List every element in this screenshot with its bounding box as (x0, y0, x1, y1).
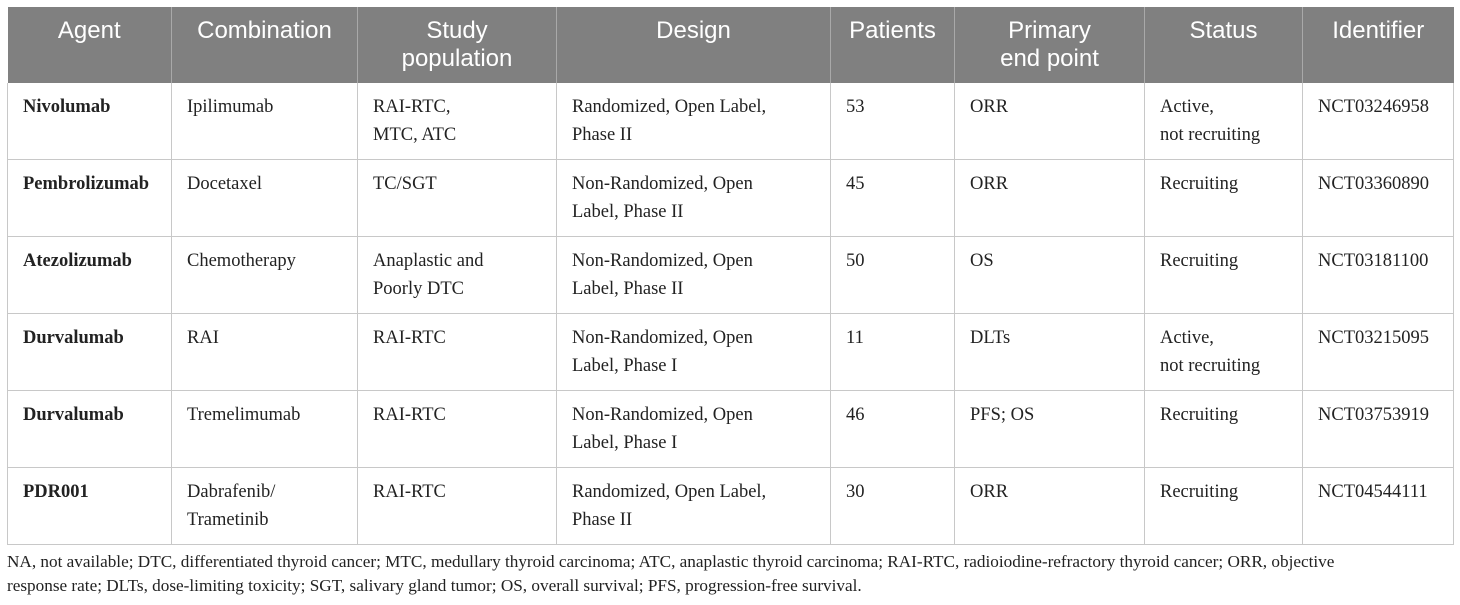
cell-identifier (1303, 314, 1454, 391)
table-row (8, 314, 1454, 391)
cell-agent-text: Durvalumab (23, 405, 124, 425)
cell-primary-end-point (955, 83, 1145, 160)
header-agent: Agent (8, 7, 172, 83)
table-row (8, 83, 1454, 160)
table-row (8, 468, 1454, 545)
cell-study-population (358, 237, 557, 314)
cell-identifier-text: NCT03360890 (1318, 174, 1429, 194)
cell-identifier (1303, 237, 1454, 314)
cell-agent-text: PDR001 (23, 482, 89, 502)
footnote-line: NA, not available; DTC, differentiated thyroid cancer; MTC, medullary thyroid carcinoma; ATC, anaplastic thyroid carcinoma; RAI-RTC, radioiodine-refractory thyroid cancer; ORR, objective (7, 552, 1335, 571)
cell-combination-text: Trametinib (187, 510, 269, 530)
cell-primary-end-point (955, 237, 1145, 314)
cell-design-text: Non-Randomized, Open (572, 405, 753, 425)
cell-combination (172, 314, 358, 391)
cell-design-text: Label, Phase I (572, 433, 678, 453)
cell-patients (831, 160, 955, 237)
cell-status (1145, 160, 1303, 237)
cell-design-text: Non-Randomized, Open (572, 251, 753, 271)
cell-patients (831, 391, 955, 468)
table-header-row (8, 7, 1454, 83)
cell-combination (172, 391, 358, 468)
cell-identifier-text: NCT03215095 (1318, 328, 1429, 348)
cell-design-text: Randomized, Open Label, (572, 97, 767, 117)
cell-study-population-text: RAI-RTC (373, 482, 446, 502)
cell-study-population (358, 160, 557, 237)
cell-design (557, 391, 831, 468)
cell-status-text: not recruiting (1160, 356, 1261, 376)
cell-status (1145, 468, 1303, 545)
cell-status (1145, 314, 1303, 391)
cell-patients (831, 468, 955, 545)
cell-agent (8, 391, 172, 468)
cell-patients (831, 314, 955, 391)
cell-identifier (1303, 468, 1454, 545)
cell-design-text: Non-Randomized, Open (572, 328, 753, 348)
cell-combination (172, 160, 358, 237)
cell-primary-end-point-text: PFS; OS (970, 405, 1035, 425)
cell-combination (172, 468, 358, 545)
cell-primary-end-point-text: ORR (970, 97, 1009, 117)
cell-identifier-text: NCT04544111 (1318, 482, 1428, 502)
cell-study-population-text: MTC, ATC (373, 125, 457, 145)
cell-patients-text: 30 (846, 482, 865, 502)
cell-agent-text: Durvalumab (23, 328, 124, 348)
cell-study-population-text: RAI-RTC (373, 328, 446, 348)
header-patients: Patients (831, 7, 955, 83)
cell-identifier (1303, 160, 1454, 237)
table-container (7, 7, 1453, 545)
cell-identifier (1303, 83, 1454, 160)
cell-agent (8, 160, 172, 237)
cell-agent-text: Pembrolizumab (23, 174, 150, 194)
table-row (8, 160, 1454, 237)
cell-status-text: Active, (1160, 328, 1214, 348)
cell-study-population-text: RAI-RTC, (373, 97, 451, 117)
cell-primary-end-point (955, 468, 1145, 545)
cell-study-population-text: RAI-RTC (373, 405, 446, 425)
cell-study-population (358, 83, 557, 160)
cell-identifier-text: NCT03246958 (1318, 97, 1429, 117)
cell-primary-end-point (955, 391, 1145, 468)
cell-combination-text: Ipilimumab (187, 97, 274, 117)
cell-agent (8, 468, 172, 545)
cell-status-text: Recruiting (1160, 405, 1239, 425)
cell-study-population-text: Poorly DTC (373, 279, 464, 299)
cell-design (557, 237, 831, 314)
cell-patients (831, 83, 955, 160)
cell-patients-text: 46 (846, 405, 865, 425)
header-combination: Combination (172, 7, 358, 83)
cell-combination-text: Dabrafenib/ (187, 482, 276, 502)
cell-primary-end-point-text: OS (970, 251, 994, 271)
header-study-population: Study population (358, 7, 557, 83)
cell-patients-text: 11 (846, 328, 864, 348)
cell-agent (8, 83, 172, 160)
cell-design-text: Randomized, Open Label, (572, 482, 767, 502)
cell-study-population-text: Anaplastic and (373, 251, 484, 271)
cell-status-text: Recruiting (1160, 251, 1239, 271)
cell-patients (831, 237, 955, 314)
cell-agent (8, 237, 172, 314)
table-row (8, 391, 1454, 468)
cell-study-population (358, 468, 557, 545)
footnote-line: response rate; DLTs, dose-limiting toxicity; SGT, salivary gland tumor; OS, overall survival; PFS, progression-free survival. (7, 576, 862, 595)
clinical-trials-table (7, 7, 1454, 545)
cell-status-text: Recruiting (1160, 482, 1239, 502)
cell-study-population (358, 391, 557, 468)
header-primary-end-point: Primary end point (955, 7, 1145, 83)
header-design: Design (557, 7, 831, 83)
cell-design-text: Phase II (572, 510, 633, 530)
cell-combination-text: Tremelimumab (187, 405, 301, 425)
cell-status (1145, 237, 1303, 314)
cell-design-text: Phase II (572, 125, 633, 145)
table-row (8, 237, 1454, 314)
cell-agent (8, 314, 172, 391)
cell-status-text: Active, (1160, 97, 1214, 117)
cell-patients-text: 50 (846, 251, 865, 271)
cell-primary-end-point-text: ORR (970, 174, 1009, 194)
cell-patients-text: 53 (846, 97, 865, 117)
cell-identifier-text: NCT03753919 (1318, 405, 1429, 425)
cell-status (1145, 391, 1303, 468)
cell-combination (172, 83, 358, 160)
table-footnote (7, 550, 1453, 598)
cell-agent-text: Atezolizumab (23, 251, 132, 271)
cell-primary-end-point-text: DLTs (970, 328, 1011, 348)
cell-design (557, 160, 831, 237)
cell-identifier (1303, 391, 1454, 468)
header-identifier: Identifier (1303, 7, 1454, 83)
cell-design (557, 83, 831, 160)
cell-identifier-text: NCT03181100 (1318, 251, 1429, 271)
cell-study-population (358, 314, 557, 391)
cell-primary-end-point (955, 314, 1145, 391)
cell-combination-text: Chemotherapy (187, 251, 296, 271)
cell-patients-text: 45 (846, 174, 865, 194)
cell-status-text: not recruiting (1160, 125, 1261, 145)
cell-status-text: Recruiting (1160, 174, 1239, 194)
cell-agent-text: Nivolumab (23, 97, 111, 117)
cell-design-text: Label, Phase II (572, 279, 684, 299)
cell-design-text: Non-Randomized, Open (572, 174, 753, 194)
cell-primary-end-point (955, 160, 1145, 237)
cell-design (557, 314, 831, 391)
header-status: Status (1145, 7, 1303, 83)
cell-primary-end-point-text: ORR (970, 482, 1009, 502)
cell-status (1145, 83, 1303, 160)
cell-combination-text: RAI (187, 328, 219, 348)
cell-combination (172, 237, 358, 314)
cell-design (557, 468, 831, 545)
cell-study-population-text: TC/SGT (373, 174, 437, 194)
cell-design-text: Label, Phase I (572, 356, 678, 376)
cell-combination-text: Docetaxel (187, 174, 262, 194)
cell-design-text: Label, Phase II (572, 202, 684, 222)
